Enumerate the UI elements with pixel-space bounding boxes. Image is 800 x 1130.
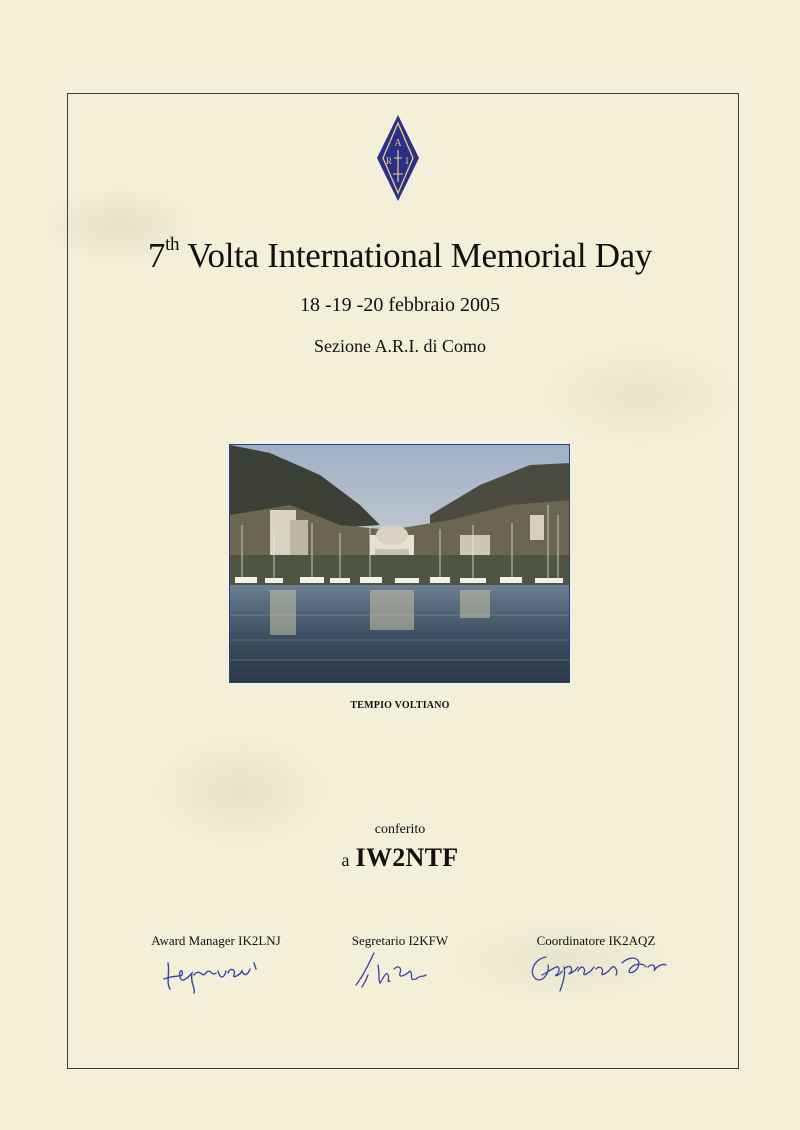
conferral-label: conferito [374,822,426,837]
ari-diamond-logo [376,114,420,202]
award-manager-signature [160,945,270,995]
photo-caption: TEMPIO VOLTIANO [350,700,450,711]
secretary-signature [350,945,430,995]
event-dates: 18 -19 -20 febbraio 2005 [300,294,500,316]
recipient-prefix: a [341,850,350,870]
award-manager-label: Award Manager IK2LNJ [151,933,281,948]
title-text: Volta International Memorial Day [187,236,653,275]
secretary-label: Segretario I2KFW [351,933,449,948]
recipient-callsign: IW2NTF [355,843,459,872]
svg-text:I: I [405,156,409,166]
title-number: 7 [147,236,166,275]
svg-text:R: R [385,156,393,166]
svg-text:A: A [394,138,402,149]
certificate-title [0,236,800,276]
recipient [0,843,800,873]
organizer-section: Sezione A.R.I. di Como [314,336,486,356]
coordinator-label: Coordinatore IK2AQZ [536,933,656,948]
tempio-voltiano-photo [229,444,570,683]
title-ordinal-suffix: th [165,234,180,256]
coordinator-signature [526,945,676,995]
